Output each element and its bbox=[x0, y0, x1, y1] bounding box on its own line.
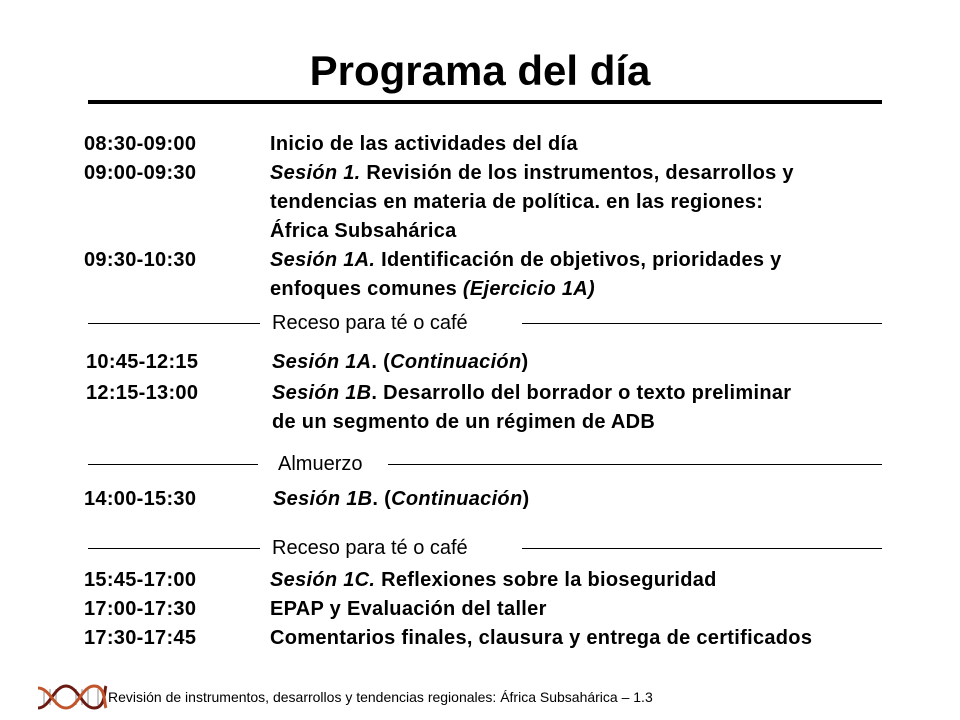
time-slot: 09:30-10:30 bbox=[84, 249, 197, 271]
dna-helix-icon bbox=[36, 678, 108, 714]
session-description: Sesión 1B. Desarrollo del borrador o texto preliminar de un segmento de un régimen de ADB bbox=[272, 382, 792, 433]
divider-line bbox=[388, 464, 882, 465]
session-description: EPAP y Evaluación del taller bbox=[270, 598, 547, 620]
divider-line bbox=[522, 323, 882, 324]
time-slot: 10:45-12:15 bbox=[86, 351, 199, 373]
session-description: Sesión 1A. (Continuación) bbox=[272, 351, 529, 373]
session-description: Inicio de las actividades del día bbox=[270, 133, 578, 155]
lunch-separator bbox=[88, 452, 882, 476]
title-divider bbox=[88, 100, 882, 104]
divider-line bbox=[88, 548, 260, 549]
time-slot: 14:00-15:30 bbox=[84, 488, 197, 510]
time-slot: 08:30-09:00 bbox=[84, 133, 197, 155]
session-description: Comentarios finales, clausura y entrega de certificados bbox=[270, 627, 813, 649]
divider-line bbox=[88, 323, 260, 324]
footer-caption: Revisión de instrumentos, desarrollos y tendencias regionales: África Subsahárica – 1.3 bbox=[108, 689, 653, 705]
time-slot: 17:00-17:30 bbox=[84, 598, 197, 620]
break-label: Receso para té o café bbox=[272, 537, 468, 559]
break-label: Receso para té o café bbox=[272, 312, 468, 334]
break-separator bbox=[88, 311, 882, 335]
session-description: Sesión 1C. Reflexiones sobre la bioseguridad bbox=[270, 569, 717, 591]
session-description: Sesión 1. Revisión de los instrumentos, desarrollos y tendencias en materia de política. en las regiones: África Subsahárica bbox=[270, 162, 794, 242]
page-title: Programa del día bbox=[309, 47, 651, 94]
time-slot: 17:30-17:45 bbox=[84, 627, 197, 649]
time-slot: 12:15-13:00 bbox=[86, 382, 199, 404]
break-separator bbox=[88, 536, 882, 560]
time-slot: 09:00-09:30 bbox=[84, 162, 197, 184]
divider-line bbox=[522, 548, 882, 549]
session-description: Sesión 1B. (Continuación) bbox=[273, 488, 530, 510]
lunch-label: Almuerzo bbox=[278, 453, 363, 475]
time-slot: 15:45-17:00 bbox=[84, 569, 197, 591]
divider-line bbox=[88, 464, 258, 465]
session-description: Sesión 1A. Identificación de objetivos, prioridades y enfoques comunes (Ejercicio 1A) bbox=[270, 249, 782, 300]
